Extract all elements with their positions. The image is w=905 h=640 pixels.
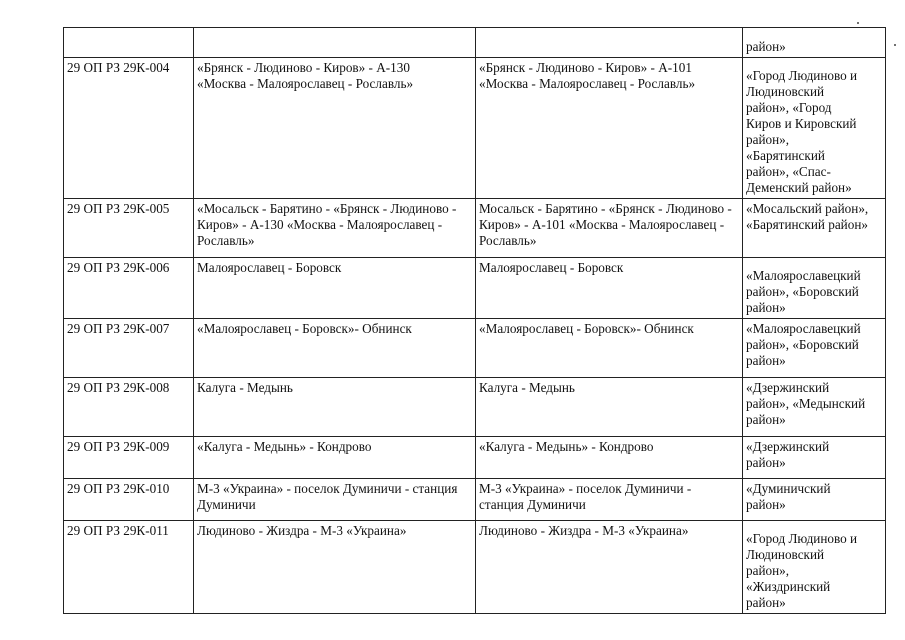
road-name: «Калуга - Медынь» - Кондрово — [197, 439, 372, 454]
roads-table — [63, 27, 886, 614]
cell-id — [64, 437, 194, 479]
road-id: 29 ОП РЗ 29К-007 — [67, 321, 170, 336]
cell-id — [64, 479, 194, 521]
districts-text: «Город Людиново и Людиновский район», «Город Киров и Кировский район», «Барятинский район», «Спас- Деменский район» — [746, 68, 858, 195]
road-id: 29 ОП РЗ 29К-010 — [67, 481, 170, 496]
road-name-alt: М-3 «Украина» - поселок Думиничи - станция Думиничи — [479, 481, 692, 512]
scan-speck — [857, 22, 859, 24]
table-row — [64, 521, 886, 614]
table-row — [64, 378, 886, 437]
districts-text: «Дзержинский район», «Медынский район» — [746, 380, 866, 427]
cell-road-name-alt — [476, 258, 743, 319]
table-row — [64, 319, 886, 378]
districts-text: «Город Людиново и Людиновский район», «Жиздринский район» — [746, 531, 858, 610]
cell-id — [64, 521, 194, 614]
cell-road-name — [194, 258, 476, 319]
cell-districts — [743, 479, 886, 521]
road-name-alt: Малоярославец - Боровск — [479, 260, 624, 275]
road-id: 29 ОП РЗ 29К-011 — [67, 523, 169, 538]
cell-id — [64, 199, 194, 258]
districts-text: «Малоярославецкий район», «Боровский район» — [746, 321, 861, 368]
road-name: Людиново - Жиздра - М-3 «Украина» — [197, 523, 407, 538]
cell-districts — [743, 258, 886, 319]
cell-road-name — [194, 437, 476, 479]
table-row — [64, 479, 886, 521]
road-id: 29 ОП РЗ 29К-004 — [67, 60, 170, 75]
cell-road-name-alt — [476, 437, 743, 479]
road-name-alt: «Малоярославец - Боровск»- Обнинск — [479, 321, 694, 336]
cell-road-name — [194, 378, 476, 437]
districts-text: «Малоярославецкий район», «Боровский район» — [746, 268, 861, 315]
cell-road-name — [194, 319, 476, 378]
cell-road-name-alt — [476, 378, 743, 437]
road-name: «Мосальск - Барятино - «Брянск - Людиново - Киров» - А-130 «Москва - Малоярославец - Рославль» — [197, 201, 457, 248]
cell-districts — [743, 437, 886, 479]
road-id: 29 ОП РЗ 29К-008 — [67, 380, 170, 395]
cell-id — [64, 258, 194, 319]
road-id: 29 ОП РЗ 29К-009 — [67, 439, 170, 454]
cell-road-name-alt — [476, 479, 743, 521]
cell-road-name — [194, 479, 476, 521]
cell-districts — [743, 58, 886, 199]
districts-text: район» — [746, 39, 786, 54]
table-row — [64, 58, 886, 199]
cell-districts — [743, 319, 886, 378]
cell-districts — [743, 28, 886, 58]
cell-districts — [743, 199, 886, 258]
road-name: Калуга - Медынь — [197, 380, 293, 395]
table-row — [64, 258, 886, 319]
districts-text: «Думиничский район» — [746, 481, 831, 512]
cell-road-name — [194, 199, 476, 258]
cell-id — [64, 378, 194, 437]
road-name: «Брянск - Людиново - Киров» - А-130 «Москва - Малоярославец - Рославль» — [197, 60, 414, 91]
road-id: 29 ОП РЗ 29К-006 — [67, 260, 170, 275]
cell-road-name — [194, 28, 476, 58]
cell-road-name-alt — [476, 28, 743, 58]
road-name: «Малоярославец - Боровск»- Обнинск — [197, 321, 412, 336]
road-name-alt: Калуга - Медынь — [479, 380, 575, 395]
cell-id — [64, 28, 194, 58]
cell-road-name — [194, 521, 476, 614]
table-row — [64, 437, 886, 479]
table-row-continued — [64, 28, 886, 58]
road-name: Малоярославец - Боровск — [197, 260, 342, 275]
cell-districts — [743, 378, 886, 437]
cell-road-name-alt — [476, 319, 743, 378]
cell-road-name-alt — [476, 199, 743, 258]
districts-text: «Дзержинский район» — [746, 439, 830, 470]
cell-road-name-alt — [476, 58, 743, 199]
districts-text: «Мосальский район», «Барятинский район» — [746, 201, 869, 232]
road-name-alt: «Брянск - Людиново - Киров» - А-101 «Москва - Малоярославец - Рославль» — [479, 60, 696, 91]
cell-road-name-alt — [476, 521, 743, 614]
scan-speck — [894, 44, 896, 46]
cell-id — [64, 319, 194, 378]
road-name-alt: Людиново - Жиздра - М-3 «Украина» — [479, 523, 689, 538]
road-id: 29 ОП РЗ 29К-005 — [67, 201, 170, 216]
cell-districts — [743, 521, 886, 614]
cell-road-name — [194, 58, 476, 199]
road-name-alt: Мосальск - Барятино - «Брянск - Людиново - Киров» - А-101 «Москва - Малоярославец - Рославль» — [479, 201, 732, 248]
road-name: М-3 «Украина» - поселок Думиничи - станция Думиничи — [197, 481, 458, 512]
table-row — [64, 199, 886, 258]
cell-id — [64, 58, 194, 199]
road-name-alt: «Калуга - Медынь» - Кондрово — [479, 439, 654, 454]
